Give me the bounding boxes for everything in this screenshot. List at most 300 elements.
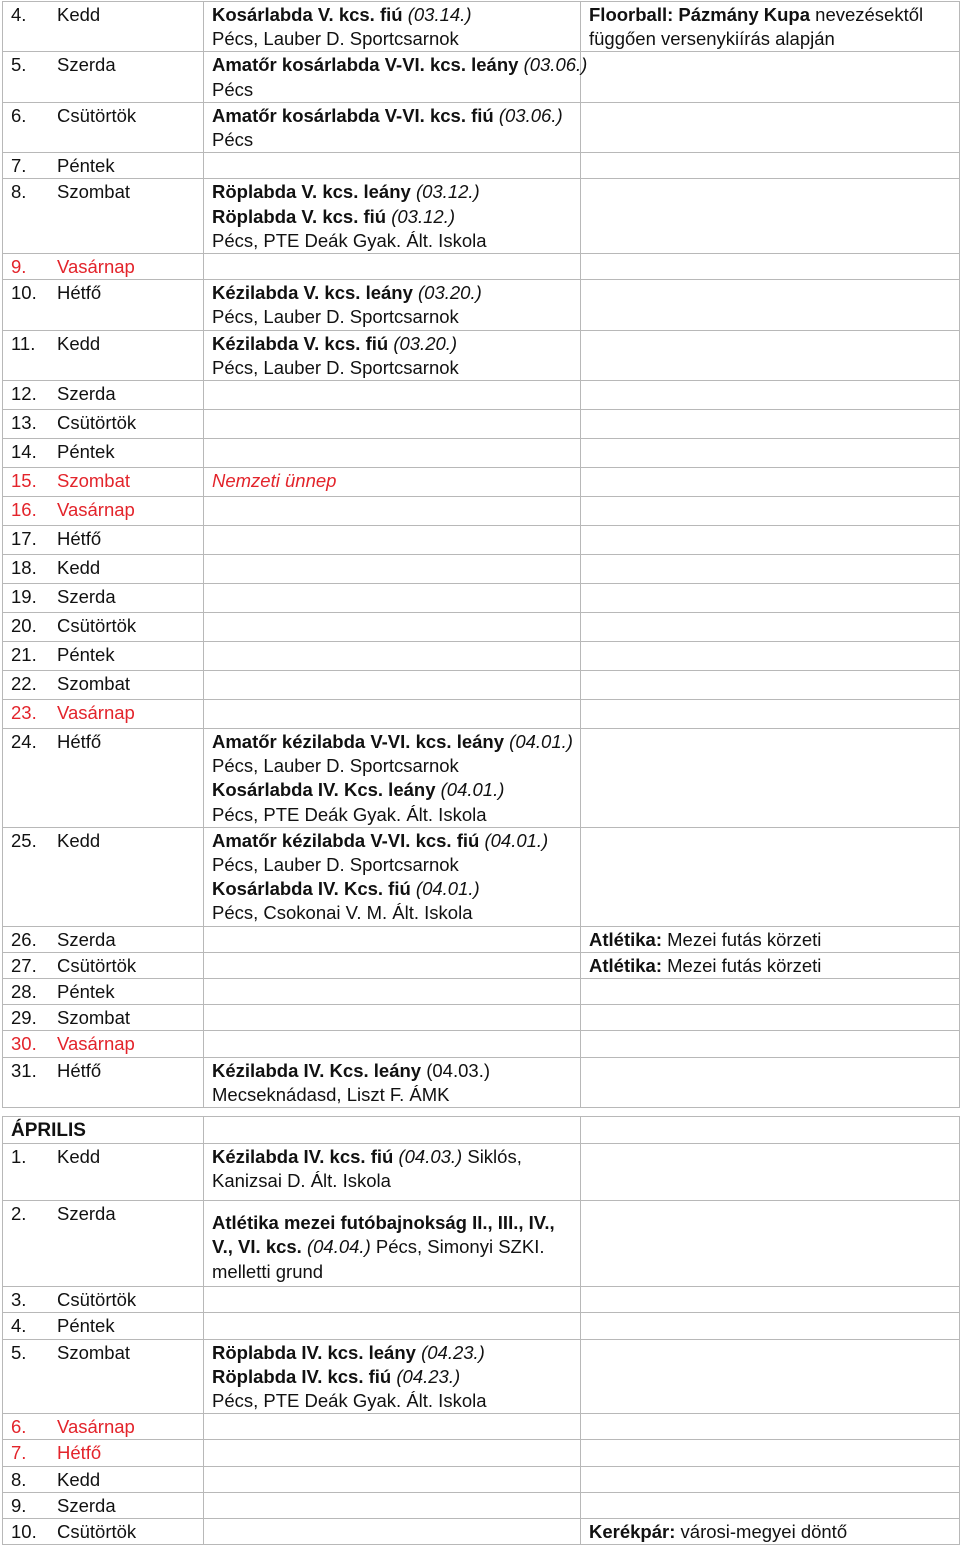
text-segment: Röplabda V. kcs. fiú bbox=[212, 205, 392, 227]
text-line bbox=[212, 1083, 572, 1107]
day-row bbox=[3, 52, 960, 102]
day-row bbox=[3, 1414, 960, 1440]
text-segment: Pécs, Lauber D. Sportcsarnok bbox=[212, 306, 459, 328]
event-cell bbox=[204, 555, 581, 584]
day-number: 26. bbox=[11, 928, 37, 950]
day-row bbox=[3, 254, 960, 280]
note-cell bbox=[581, 330, 960, 380]
event-cell bbox=[204, 1414, 581, 1440]
text-segment: függően versenykiírás alapján bbox=[589, 28, 835, 50]
text-line bbox=[212, 1211, 572, 1284]
day-row bbox=[3, 1057, 960, 1107]
text-segment: Mezei futás körzeti bbox=[662, 954, 822, 976]
note-cell bbox=[581, 555, 960, 584]
day-number: 24. bbox=[11, 731, 37, 753]
day-row bbox=[3, 280, 960, 330]
text-segment: Röplabda IV. kcs. leány bbox=[212, 1341, 422, 1363]
event-cell bbox=[204, 381, 581, 410]
day-cell bbox=[3, 179, 204, 254]
event-cell bbox=[204, 1313, 581, 1339]
text-segment: Kézilabda V. kcs. leány bbox=[212, 282, 419, 304]
text-segment: városi-megyei döntő bbox=[675, 1521, 848, 1543]
day-row bbox=[3, 671, 960, 700]
event-cell bbox=[204, 153, 581, 179]
day-name: Csütörtök bbox=[57, 615, 137, 637]
day-number: 21. bbox=[11, 644, 37, 666]
event-cell bbox=[204, 1492, 581, 1518]
text-line bbox=[212, 853, 572, 877]
day-cell bbox=[3, 1414, 204, 1440]
day-name: Péntek bbox=[57, 1315, 115, 1337]
day-cell bbox=[3, 1005, 204, 1031]
day-row bbox=[3, 555, 960, 584]
text-segment: Pécs, Lauber D. Sportcsarnok bbox=[212, 28, 459, 50]
text-line bbox=[589, 27, 951, 51]
day-number: 4. bbox=[11, 4, 27, 25]
text-segment: Atlétika: bbox=[589, 954, 662, 976]
event-cell bbox=[204, 179, 581, 254]
text-line bbox=[212, 27, 572, 51]
day-cell bbox=[3, 1519, 204, 1545]
text-segment: Pécs, Lauber D. Sportcsarnok bbox=[212, 755, 459, 777]
day-name: Szerda bbox=[57, 1203, 116, 1225]
text-segment: Amatőr kézilabda V-VI. kcs. fiú bbox=[212, 829, 485, 851]
day-cell bbox=[3, 102, 204, 152]
day-row bbox=[3, 700, 960, 729]
day-row bbox=[3, 330, 960, 380]
day-row bbox=[3, 613, 960, 642]
day-row bbox=[3, 179, 960, 254]
day-cell bbox=[3, 439, 204, 468]
event-cell bbox=[204, 584, 581, 613]
day-row bbox=[3, 497, 960, 526]
note-cell bbox=[581, 926, 960, 952]
note-cell bbox=[581, 52, 960, 102]
text-line bbox=[589, 1520, 951, 1544]
event-cell bbox=[204, 979, 581, 1005]
day-name: Szerda bbox=[57, 54, 116, 76]
day-row bbox=[3, 1031, 960, 1057]
day-number: 6. bbox=[11, 1416, 27, 1438]
day-row bbox=[3, 1339, 960, 1414]
text-segment: (03.20.) bbox=[393, 332, 458, 354]
day-number: 16. bbox=[11, 499, 37, 521]
text-line bbox=[212, 180, 572, 204]
note-cell bbox=[581, 381, 960, 410]
day-name: Szombat bbox=[57, 470, 131, 492]
day-row bbox=[3, 153, 960, 179]
event-cell bbox=[204, 330, 581, 380]
day-number: 1. bbox=[11, 1146, 27, 1168]
day-number: 20. bbox=[11, 615, 37, 637]
event-cell bbox=[204, 254, 581, 280]
text-line bbox=[589, 928, 951, 952]
day-name: Hétfő bbox=[57, 282, 102, 304]
day-name: Vasárnap bbox=[57, 702, 135, 724]
event-cell bbox=[204, 2, 581, 52]
event-cell bbox=[204, 410, 581, 439]
note-cell bbox=[581, 1313, 960, 1339]
text-segment: (03.06.) bbox=[523, 54, 588, 76]
day-name: Péntek bbox=[57, 441, 115, 463]
event-cell bbox=[204, 1005, 581, 1031]
day-number: 5. bbox=[11, 54, 27, 76]
day-name: Csütörtök bbox=[57, 1521, 137, 1543]
day-cell bbox=[3, 1492, 204, 1518]
note-cell bbox=[581, 1031, 960, 1057]
day-row bbox=[3, 1005, 960, 1031]
event-cell bbox=[204, 1144, 581, 1201]
day-cell bbox=[3, 468, 204, 497]
day-cell bbox=[3, 526, 204, 555]
day-row bbox=[3, 584, 960, 613]
day-name: Vasárnap bbox=[57, 1416, 135, 1438]
event-cell bbox=[204, 1440, 581, 1466]
day-cell bbox=[3, 2, 204, 52]
day-name: Kedd bbox=[57, 332, 101, 354]
day-name: Péntek bbox=[57, 155, 115, 177]
day-number: 22. bbox=[11, 673, 37, 695]
text-segment: (04.23.) bbox=[421, 1341, 485, 1363]
text-segment: Kosárlabda V. kcs. fiú bbox=[212, 4, 408, 25]
text-segment: Röplabda V. kcs. leány bbox=[212, 181, 416, 203]
day-number: 27. bbox=[11, 954, 37, 976]
day-number: 10. bbox=[11, 282, 37, 304]
day-name: Csütörtök bbox=[57, 1289, 137, 1311]
note-cell bbox=[581, 497, 960, 526]
note-cell bbox=[581, 1144, 960, 1201]
day-name: Kedd bbox=[57, 829, 101, 851]
day-name: Csütörtök bbox=[57, 104, 137, 126]
day-name: Szombat bbox=[57, 1341, 131, 1363]
text-line bbox=[212, 332, 572, 356]
day-row bbox=[3, 729, 960, 828]
text-segment: (03.12.) bbox=[391, 205, 455, 227]
text-segment: Atlétika: bbox=[589, 928, 662, 950]
note-cell bbox=[581, 1057, 960, 1107]
text-line bbox=[212, 1389, 572, 1413]
text-segment: (03.12.) bbox=[415, 181, 480, 203]
day-number: 10. bbox=[11, 1521, 37, 1543]
text-segment: (04.03.) bbox=[398, 1146, 463, 1168]
day-number: 15. bbox=[11, 470, 37, 492]
text-line bbox=[212, 754, 572, 778]
note-cell bbox=[581, 1287, 960, 1313]
day-number: 7. bbox=[11, 155, 27, 177]
day-cell bbox=[3, 952, 204, 978]
day-cell bbox=[3, 1339, 204, 1414]
note-cell bbox=[581, 1492, 960, 1518]
day-number: 17. bbox=[11, 528, 37, 550]
note-cell bbox=[581, 671, 960, 700]
text-segment: Kézilabda IV. Kcs. leány bbox=[212, 1059, 422, 1081]
day-number: 31. bbox=[11, 1059, 37, 1081]
april-schedule-table bbox=[2, 1116, 960, 1545]
day-cell bbox=[3, 926, 204, 952]
day-name: Vasárnap bbox=[57, 499, 135, 521]
day-row bbox=[3, 1201, 960, 1287]
text-line bbox=[212, 730, 572, 754]
day-cell bbox=[3, 642, 204, 671]
text-segment: Pécs bbox=[212, 129, 254, 151]
day-row bbox=[3, 2, 960, 52]
day-row bbox=[3, 439, 960, 468]
note-cell bbox=[581, 1339, 960, 1414]
day-cell bbox=[3, 1031, 204, 1057]
event-cell bbox=[204, 1466, 581, 1492]
day-cell bbox=[3, 729, 204, 828]
day-number: 18. bbox=[11, 557, 37, 579]
day-row bbox=[3, 1466, 960, 1492]
day-cell bbox=[3, 1466, 204, 1492]
note-cell bbox=[581, 439, 960, 468]
note-cell bbox=[581, 952, 960, 978]
event-cell bbox=[204, 671, 581, 700]
text-line bbox=[212, 104, 572, 128]
text-segment: Pécs, PTE Deák Gyak. Ált. Iskola bbox=[212, 803, 487, 825]
text-line bbox=[212, 1365, 572, 1389]
note-cell bbox=[581, 642, 960, 671]
month-title-cell bbox=[3, 1117, 204, 1144]
day-cell bbox=[3, 1144, 204, 1201]
day-number: 4. bbox=[11, 1315, 27, 1337]
day-name: Vasárnap bbox=[57, 256, 135, 278]
day-row bbox=[3, 526, 960, 555]
note-cell bbox=[581, 410, 960, 439]
text-segment: Siklós, Kanizsai D. Ált. Iskola bbox=[212, 1146, 522, 1192]
month-title: ÁPRILIS bbox=[11, 1120, 86, 1141]
event-cell bbox=[204, 526, 581, 555]
text-segment: Pécs bbox=[212, 78, 254, 100]
day-row bbox=[3, 827, 960, 926]
text-segment: Kézilabda IV. kcs. fiú bbox=[212, 1146, 399, 1168]
day-cell bbox=[3, 1440, 204, 1466]
text-segment: Mezei futás körzeti bbox=[662, 928, 822, 950]
note-cell bbox=[581, 584, 960, 613]
day-number: 8. bbox=[11, 1468, 27, 1490]
note-cell bbox=[581, 1519, 960, 1545]
day-number: 3. bbox=[11, 1289, 27, 1311]
event-cell bbox=[204, 52, 588, 102]
day-cell bbox=[3, 584, 204, 613]
text-line bbox=[212, 78, 572, 102]
day-name: Szerda bbox=[57, 586, 116, 608]
note-cell bbox=[581, 827, 960, 926]
day-name: Szombat bbox=[57, 1007, 131, 1029]
day-cell bbox=[3, 280, 204, 330]
text-segment: Pécs, Csokonai V. M. Ált. Iskola bbox=[212, 902, 473, 924]
day-row bbox=[3, 1313, 960, 1339]
text-segment: Floorball: Pázmány Kupa bbox=[589, 4, 811, 25]
day-cell bbox=[3, 979, 204, 1005]
event-cell bbox=[204, 439, 581, 468]
text-segment: Kosárlabda IV. Kcs. leány bbox=[212, 779, 441, 801]
text-segment: (03.06.) bbox=[498, 104, 563, 126]
text-segment: (04.23.) bbox=[396, 1365, 461, 1387]
note-cell bbox=[581, 102, 960, 152]
day-row bbox=[3, 1519, 960, 1545]
text-line bbox=[212, 128, 572, 152]
text-segment: Pécs, Lauber D. Sportcsarnok bbox=[212, 854, 459, 876]
day-name: Vasárnap bbox=[57, 1033, 135, 1055]
day-cell bbox=[3, 555, 204, 584]
day-name: Csütörtök bbox=[57, 412, 137, 434]
day-row bbox=[3, 926, 960, 952]
day-number: 5. bbox=[11, 1341, 27, 1363]
note-cell bbox=[581, 254, 960, 280]
text-line bbox=[212, 1059, 572, 1083]
text-line bbox=[212, 53, 588, 77]
day-number: 9. bbox=[11, 256, 27, 278]
text-line bbox=[212, 1341, 572, 1365]
day-cell bbox=[3, 827, 204, 926]
day-number: 14. bbox=[11, 441, 37, 463]
text-segment: Pécs, PTE Deák Gyak. Ált. Iskola bbox=[212, 1390, 487, 1412]
day-number: 7. bbox=[11, 1442, 27, 1464]
text-segment: Pécs, PTE Deák Gyak. Ált. Iskola bbox=[212, 229, 487, 251]
day-name: Kedd bbox=[57, 557, 101, 579]
text-line bbox=[212, 205, 572, 229]
event-cell bbox=[204, 729, 581, 828]
event-cell bbox=[204, 642, 581, 671]
day-cell bbox=[3, 1287, 204, 1313]
text-segment: Amatőr kosárlabda V-VI. kcs. fiú bbox=[212, 104, 499, 126]
text-line bbox=[212, 1145, 572, 1193]
text-segment: Amatőr kosárlabda V-VI. kcs. leány bbox=[212, 54, 524, 76]
event-cell bbox=[204, 280, 581, 330]
day-name: Hétfő bbox=[57, 528, 102, 550]
day-number: 12. bbox=[11, 383, 37, 405]
event-cell bbox=[204, 613, 581, 642]
text-line bbox=[212, 469, 572, 493]
text-line bbox=[212, 901, 572, 925]
day-cell bbox=[3, 700, 204, 729]
text-segment: (04.01.) bbox=[484, 829, 549, 851]
note-cell bbox=[581, 468, 960, 497]
note-cell bbox=[581, 153, 960, 179]
day-number: 19. bbox=[11, 586, 37, 608]
text-line bbox=[589, 3, 951, 27]
day-name: Kedd bbox=[57, 1146, 101, 1168]
day-name: Kedd bbox=[57, 1468, 101, 1490]
text-segment: Kosárlabda IV. Kcs. fiú bbox=[212, 878, 416, 900]
day-row bbox=[3, 468, 960, 497]
march-schedule-table bbox=[2, 1, 960, 1108]
day-cell bbox=[3, 330, 204, 380]
event-cell bbox=[204, 1339, 581, 1414]
text-segment: (04.01.) bbox=[415, 878, 480, 900]
text-line bbox=[212, 3, 572, 27]
day-name: Szombat bbox=[57, 673, 131, 695]
day-name: Hétfő bbox=[57, 1059, 102, 1081]
text-segment: Amatőr kézilabda V-VI. kcs. leány bbox=[212, 731, 510, 753]
day-name: Szerda bbox=[57, 383, 116, 405]
day-cell bbox=[3, 52, 204, 102]
day-row bbox=[3, 979, 960, 1005]
note-cell bbox=[581, 179, 960, 254]
day-name: Szerda bbox=[57, 1494, 116, 1516]
day-row bbox=[3, 102, 960, 152]
text-segment: (03.20.) bbox=[418, 282, 482, 304]
day-number: 13. bbox=[11, 412, 37, 434]
text-segment: (04.04.) bbox=[306, 1236, 371, 1258]
text-segment: Mecseknádasd, Liszt F. ÁMK bbox=[212, 1083, 450, 1105]
day-name: Szombat bbox=[57, 181, 131, 203]
note-cell bbox=[581, 526, 960, 555]
day-row bbox=[3, 952, 960, 978]
day-cell bbox=[3, 613, 204, 642]
day-row bbox=[3, 1440, 960, 1466]
day-name: Hétfő bbox=[57, 731, 102, 753]
text-segment: Pécs, Lauber D. Sportcsarnok bbox=[212, 356, 459, 378]
note-cell bbox=[581, 1005, 960, 1031]
day-number: 28. bbox=[11, 981, 37, 1003]
day-cell bbox=[3, 410, 204, 439]
day-cell bbox=[3, 497, 204, 526]
day-number: 6. bbox=[11, 104, 27, 126]
text-segment: Kerékpár: bbox=[589, 1521, 676, 1543]
event-cell bbox=[204, 468, 581, 497]
day-number: 2. bbox=[11, 1203, 27, 1225]
text-segment: Kézilabda V. kcs. fiú bbox=[212, 332, 394, 354]
event-cell bbox=[204, 952, 581, 978]
text-segment: (04.03.) bbox=[421, 1059, 490, 1081]
day-cell bbox=[3, 1313, 204, 1339]
text-line bbox=[212, 803, 572, 827]
event-cell bbox=[204, 700, 581, 729]
event-cell bbox=[204, 497, 581, 526]
day-row bbox=[3, 642, 960, 671]
note-cell bbox=[581, 979, 960, 1005]
note-cell bbox=[581, 1201, 960, 1287]
day-number: 11. bbox=[11, 332, 36, 354]
day-row bbox=[3, 410, 960, 439]
note-cell bbox=[581, 613, 960, 642]
day-row bbox=[3, 1287, 960, 1313]
day-cell bbox=[3, 254, 204, 280]
day-cell bbox=[3, 671, 204, 700]
note-cell bbox=[581, 700, 960, 729]
day-name: Csütörtök bbox=[57, 954, 137, 976]
day-name: Kedd bbox=[57, 4, 101, 25]
text-line bbox=[589, 954, 951, 978]
day-cell bbox=[3, 1201, 204, 1287]
note-cell bbox=[581, 1440, 960, 1466]
note-cell bbox=[581, 729, 960, 828]
day-row bbox=[3, 1492, 960, 1518]
day-number: 23. bbox=[11, 702, 37, 724]
day-name: Péntek bbox=[57, 981, 115, 1003]
text-line bbox=[212, 829, 572, 853]
event-cell bbox=[204, 827, 581, 926]
event-cell bbox=[204, 1057, 581, 1107]
text-line bbox=[212, 356, 572, 380]
day-number: 29. bbox=[11, 1007, 37, 1029]
day-cell bbox=[3, 381, 204, 410]
event-cell bbox=[204, 1287, 581, 1313]
day-number: 9. bbox=[11, 1494, 27, 1516]
text-segment: Atlétika mezei futóbajnokság II., III., IV., V., VI. kcs. bbox=[212, 1212, 555, 1258]
event-cell bbox=[204, 1519, 581, 1545]
text-segment: Pécs, Simonyi SZKI. melletti grund bbox=[212, 1236, 545, 1282]
text-segment: Nemzeti ünnep bbox=[212, 470, 337, 492]
note-cell bbox=[581, 280, 960, 330]
day-name: Szerda bbox=[57, 928, 116, 950]
day-number: 30. bbox=[11, 1033, 37, 1055]
event-cell bbox=[204, 926, 581, 952]
text-line bbox=[212, 877, 572, 901]
text-segment: Röplabda IV. kcs. fiú bbox=[212, 1365, 397, 1387]
